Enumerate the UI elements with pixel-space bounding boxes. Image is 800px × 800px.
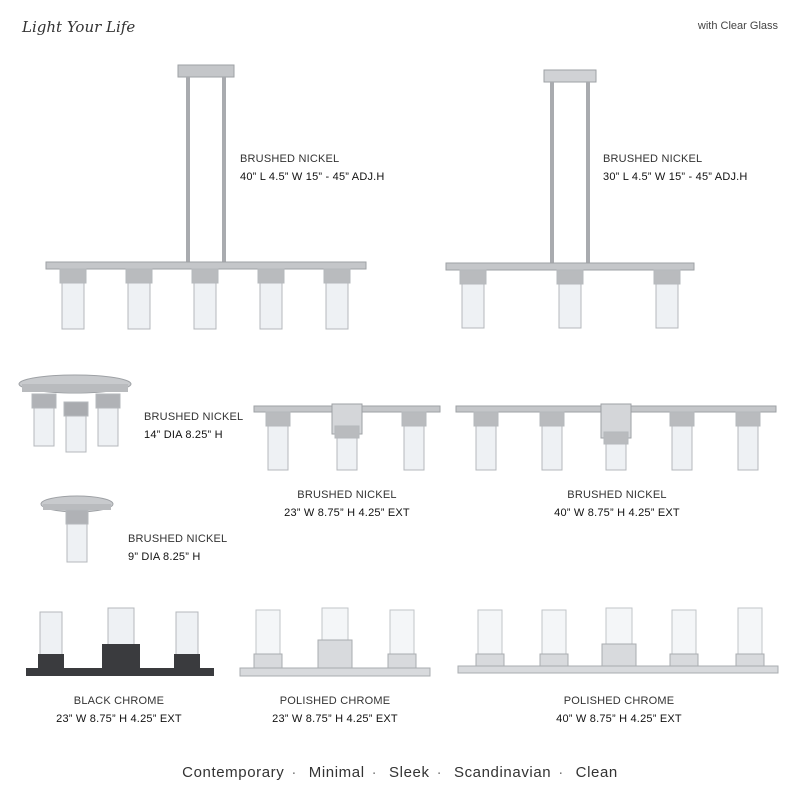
linear-5-spec: [240, 150, 385, 186]
finish-label: POLISHED CHROME: [279, 695, 391, 707]
dimensions-label: 9” DIA 8.25” H: [128, 551, 201, 563]
vanity-5-bn-spec: [456, 486, 778, 522]
vanity-5-brushed-nickel-image: [456, 404, 778, 478]
finish-label: BLACK CHROME: [73, 695, 165, 707]
vanity-3-bc-spec: [24, 692, 214, 728]
vanity-3-polished-chrome-image: [240, 604, 432, 680]
vanity-3-brushed-nickel-image: [254, 404, 444, 478]
dimensions-label: 14” DIA 8.25” H: [144, 429, 223, 441]
dimensions-label: 30” L 4.5” W 15” - 45” ADJ.H: [603, 171, 748, 183]
flush-3-spec: [144, 408, 243, 444]
tagline: with Clear Glass: [697, 20, 778, 32]
footer-tag: Minimal: [308, 764, 365, 781]
finish-label: BRUSHED NICKEL: [297, 489, 397, 501]
separator-dot: ·: [436, 764, 443, 781]
dimensions-label: 40” L 4.5” W 15” - 45” ADJ.H: [240, 171, 385, 183]
flush-mount-3-light-image: [18, 372, 138, 462]
linear-3-light-pendant-image: [440, 60, 700, 340]
finish-label: BRUSHED NICKEL: [603, 153, 703, 165]
finish-label: POLISHED CHROME: [563, 695, 675, 707]
footer-tags: [0, 764, 800, 781]
footer-tag: Contemporary: [182, 764, 285, 781]
vanity-5-pc-spec: [458, 692, 780, 728]
brand-title: Light Your Life: [22, 18, 136, 36]
footer-tag: Clean: [575, 764, 618, 781]
dimensions-label: 23” W 8.75” H 4.25” EXT: [284, 507, 410, 519]
separator-dot: ·: [558, 764, 564, 781]
vanity-3-black-chrome-image: [26, 604, 216, 680]
footer-tag: Scandinavian: [453, 764, 552, 781]
finish-label: BRUSHED NICKEL: [128, 533, 228, 545]
dimensions-label: 40” W 8.75” H 4.25” EXT: [556, 713, 682, 725]
flush-1-spec: [128, 530, 227, 566]
flush-mount-1-light-image: [38, 494, 118, 574]
separator-dot: ·: [291, 764, 297, 781]
footer-tag: Sleek: [389, 764, 430, 781]
vanity-3-pc-spec: [240, 692, 430, 728]
dimensions-label: 40” W 8.75” H 4.25” EXT: [554, 507, 680, 519]
finish-label: BRUSHED NICKEL: [144, 411, 244, 423]
vanity-3-bn-spec: [254, 486, 440, 522]
linear-5-light-pendant-image: [40, 60, 380, 340]
finish-label: BRUSHED NICKEL: [567, 489, 667, 501]
dimensions-label: 23” W 8.75” H 4.25” EXT: [272, 713, 398, 725]
separator-dot: ·: [371, 764, 378, 781]
linear-3-spec: [603, 150, 748, 186]
dimensions-label: 23” W 8.75” H 4.25” EXT: [56, 713, 182, 725]
vanity-5-polished-chrome-image: [458, 604, 780, 680]
finish-label: BRUSHED NICKEL: [240, 153, 340, 165]
